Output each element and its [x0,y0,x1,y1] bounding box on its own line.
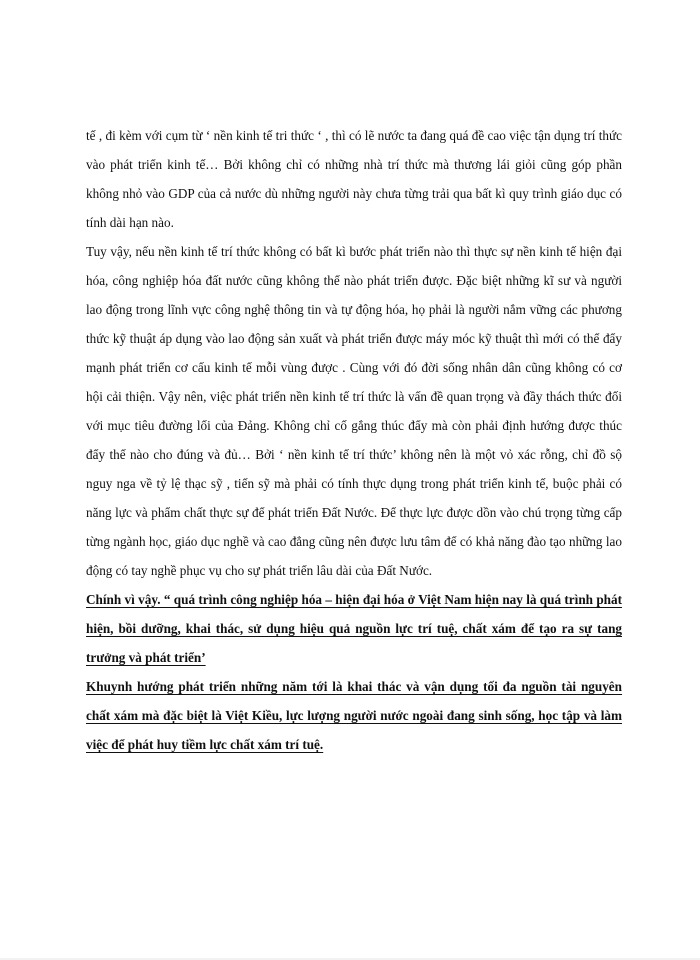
paragraph-development-argument: Tuy vậy, nếu nền kinh tế trí thức không có bất kì bước phát triển nào thì thực sự nền kinh tế hiện đại hóa, công nghiệp hóa đất nước cũng không thể nào phát triển được. Đặc biệt những kĩ sư và người lao động trong lĩnh vực công nghệ thông tin và tự động hóa, họ phải là người nắm vững các phương thức kỹ thuật áp dụng vào lao động sản xuất và phát triển được máy móc kỹ thuật thì mới có thể đẩy mạnh phát triển cơ cấu kinh tế mỗi vùng được . Cùng với đó đời sống nhân dân cũng không có cơ hội cải thiện. Vậy nên, việc phát triển nền kinh tế trí thức là vấn đề quan trọng và đầy thách thức đối với mục tiêu đường lối của Đảng. Không chỉ cố gắng thúc đẩy mà còn phải định hướng được thúc đẩy thế nào cho đúng và đủ… Bởi ‘ nền kinh tế trí thức’ không nên là một vỏ xác rỗng, chỉ đồ sộ nguy nga về tỷ lệ thạc sỹ , tiến sỹ mà phải có tính thực dụng trong phát triển kinh tế, buộc phải có năng lực và phẩm chất thực sự để phát triển Đất Nước. Để thực lực được dồn vào chú trọng từng cấp từng ngành học, giáo dục nghề và cao đẳng cũng nên được lưu tâm để có khả năng đào tạo những lao động có tay nghề phục vụ cho sự phát triển lâu dài của Đất Nước. [86,244,622,578]
document-body [86,121,622,759]
paragraph-future-trend: Khuynh hướng phát triển những năm tới là khai thác và vận dụng tối đa nguồn tài nguyên chất xám mà đặc biệt là Việt Kiều, lực lượng người nước ngoài đang sinh sống, học tập và làm việc để phát huy tiềm lực chất xám trí tuệ. [86,679,622,752]
paragraph-industrialization-quote: Chính vì vậy. “ quá trình công nghiệp hóa – hiện đại hóa ở Việt Nam hiện nay là quá trình phát hiện, bồi dưỡng, khai thác, sử dụng hiệu quả nguồn lực trí tuệ, chất xám để tạo ra sự tang trưởng và phát triển’ [86,592,622,665]
paragraph-knowledge-economy-intro: tế , đi kèm với cụm từ ‘ nền kinh tế tri thức ‘ , thì có lẽ nước ta đang quá đề cao việc tận dụng trí thức vào phát triển kinh tế… Bởi không chỉ có những nhà trí thức mà thương lái giỏi cũng góp phần không nhỏ vào GDP của cả nước dù những người này chưa từng trải qua bất kì quy trình giáo dục có tính dài hạn nào. [86,128,622,230]
